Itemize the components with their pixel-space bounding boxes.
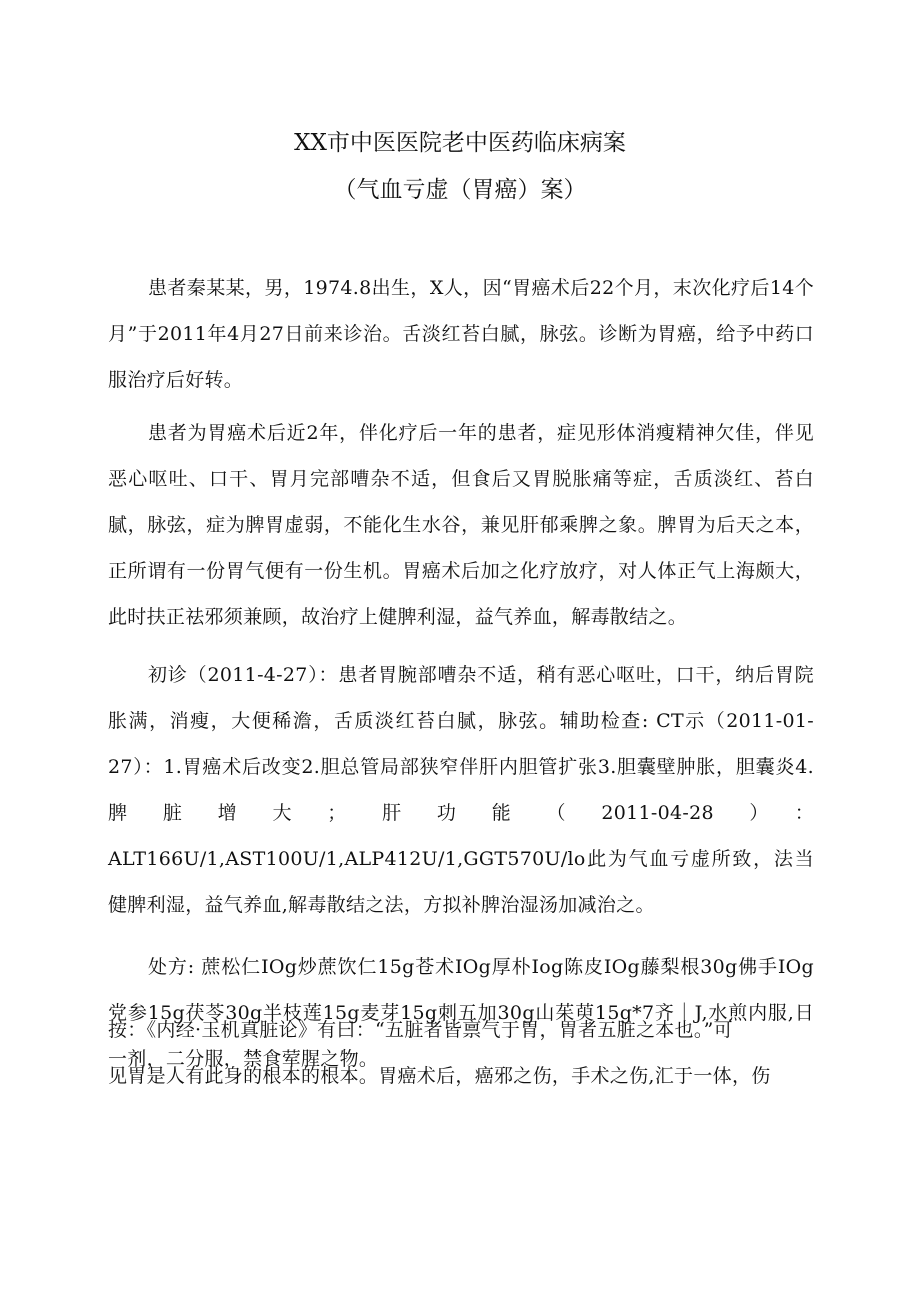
paragraph-prescription: 处方: 蔗松仁IOg炒蔗饮仁15g苍术IOg厚朴Iog陈皮IOg藤梨根30g佛手IOg党参15g茯苓30g半枝莲15g麦芽15g刺五加30g山茱萸15g*7齐｜J,水煎内服,日一剂，二分服，禁食荤腥之物。 bbox=[108, 956, 814, 1070]
paragraph-analysis: 患者为胃癌术后近2年，伴化疗后一年的患者，症见形体消瘦精神欠佳，伴见恶心呕吐、口干、胃月完部嘈杂不适，但食后又胃脱胀痛等症，舌质淡红、苔白腻，脉弦，症为脾胃虚弱，不能化生水谷，兼见肝郁乘脾之象。脾胃为后天之本，正所谓有一份胃气便有一份生机。胃癌术后加之化疗放疗，对人体正气上海颇大，此时扶正祛邪须兼顾，故治疗上健脾利湿，益气养血，解毒散结之。 bbox=[108, 422, 814, 628]
paragraph-intro: 患者秦某某，男，1974.8出生，X人，因“胃癌术后22个月，末次化疗后14个月”于2011年4月27日前来诊治。舌淡红苔白腻，脉弦。诊断为胃癌，给予中药口服治疗后好转。 bbox=[108, 277, 814, 391]
document-title: XX市中医医院老中医药临床病案 bbox=[294, 130, 626, 156]
note-line-2: 见胃是人有此身的根本的根本。胃癌术后，癌邪之伤，手术之伤,汇于一体，伤 bbox=[108, 1065, 771, 1087]
paragraph-first-visit: 初诊（2011-4-27）：患者胃腕部嘈杂不适，稍有恶心呕吐，口干，纳后胃院胀满，消瘦，大便稀澹，舌质淡红苔白腻，脉弦。辅助检查: CT示（2011-01-27）：1.胃癌术后改变2.胆总管局部狭窄伴肝内胆管扩张3.胆囊壁肿胀，胆囊炎4.脾脏增大；肝功能（2011-04-28）：ALT166U/1,AST100U/1,ALP412U/1,GGT570U/lo此为气血亏虚所致，法当健脾利湿，益气养血,解毒散结之法，方拟补脾治湿汤加减治之。 bbox=[108, 664, 814, 916]
note-line-1: 按：《内经·玉机真脏论》有曰：“五脏者皆禀气于胃，胃者五脏之本也。”可 bbox=[108, 1019, 733, 1041]
paragraph-note bbox=[108, 1007, 814, 1099]
document-subtitle: （气血亏虚（胃癌）案） bbox=[333, 177, 587, 203]
